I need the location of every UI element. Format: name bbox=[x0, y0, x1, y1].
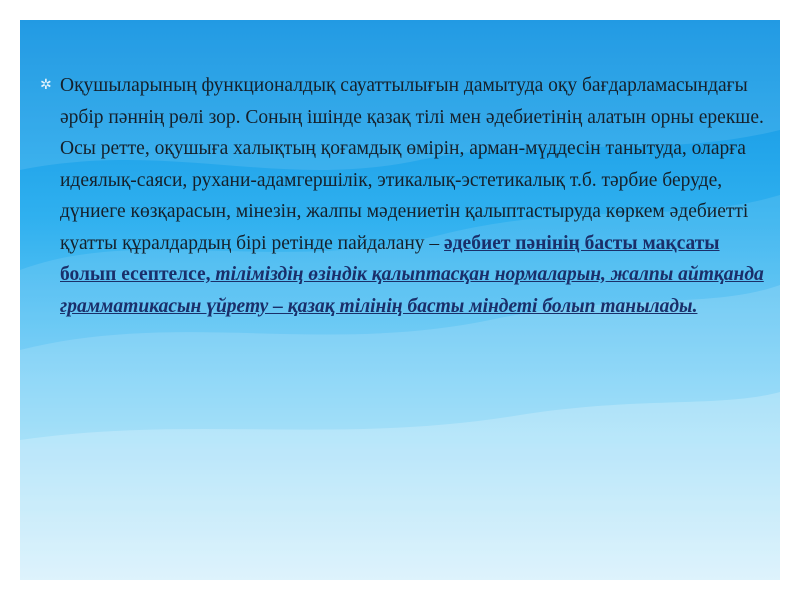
slide-background bbox=[20, 20, 780, 580]
main-paragraph bbox=[60, 70, 765, 322]
emphasis-bold-text: әдебиет пәнінің басты мақсаты болып есептелсе, bbox=[60, 232, 720, 285]
main-paragraph-block bbox=[40, 70, 765, 322]
lead-text: Оқушыларының функционалдық сауаттылығын дамытуда оқу бағдарламасындағы әрбір пәннің рөлі зор. Соның ішінде қазақ тілі мен әдебиетінің алатын орны ерекше. Осы ретте, оқушыға халықтың қоғамдық өмірін, арман-мүддесін танытуда, оларға идеялық-саяси, рухани-адамгершілік, этикалық-эстетикалық т.б. тәрбие беруде, дүниеге көзқарасын, мінезін, жалпы мәдениетін қалыптастыруда көркем әдебиетті қуатты құралдардың бірі ретінде пайдалану – bbox=[60, 75, 764, 254]
emphasis-italic-text: тіліміздің өзіндік қалыптасқан нормаларын, жалпы айтқанда грамматикасын үйрету – қазақ тілінің басты міндеті болып танылады. bbox=[60, 264, 764, 317]
sparkle-bullet-icon: ✲ bbox=[40, 78, 52, 93]
